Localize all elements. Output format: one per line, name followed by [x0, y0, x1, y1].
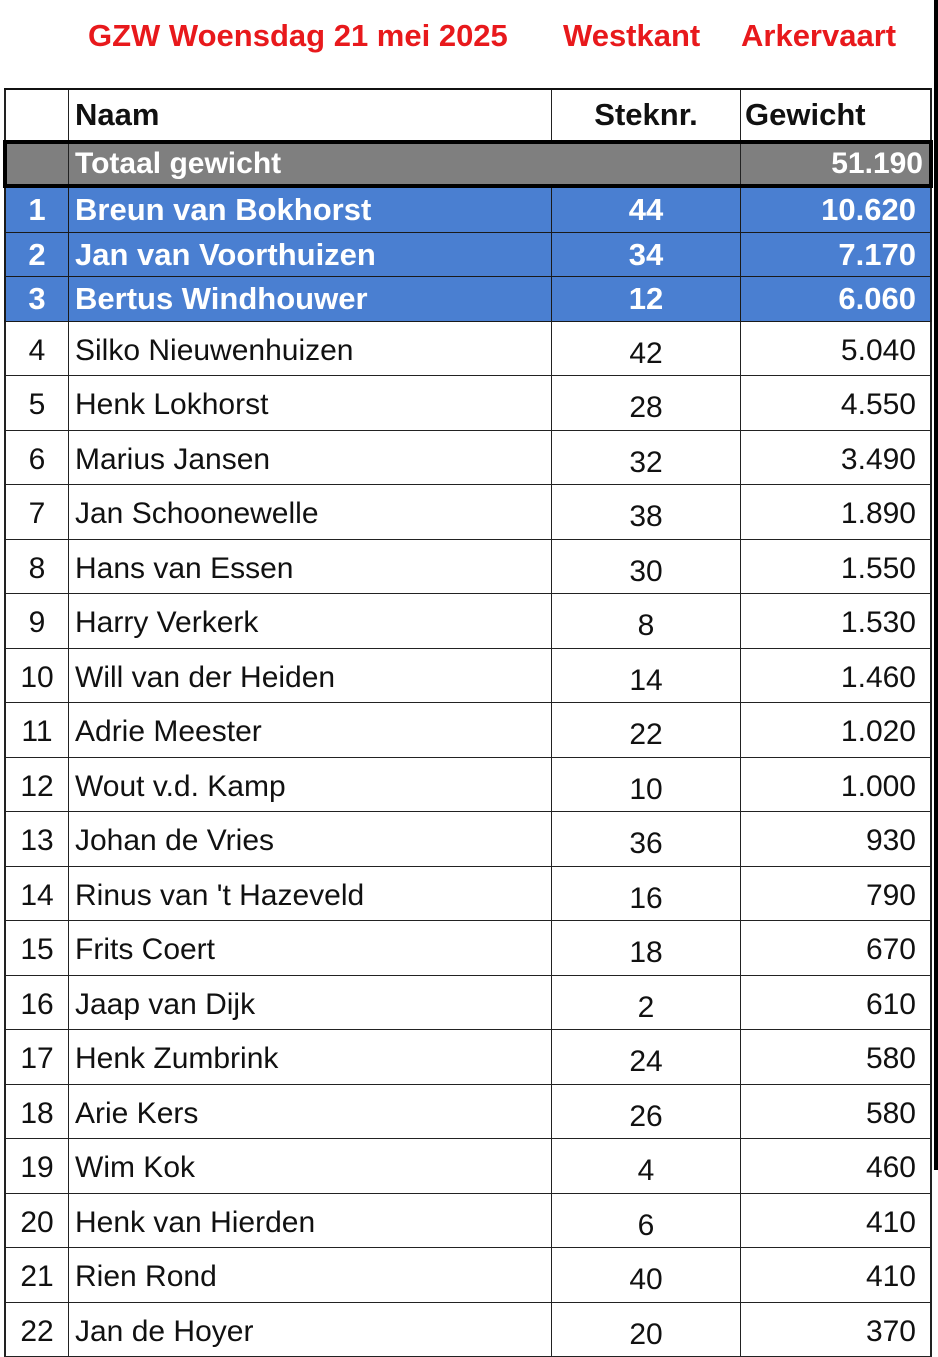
table-row: [5, 757, 931, 812]
row-stek: 22: [552, 703, 741, 758]
row-stek: 24: [552, 1030, 741, 1085]
row-rank: 5: [5, 376, 69, 431]
table-row: [5, 866, 931, 921]
row-rank: 18: [5, 1084, 69, 1139]
total-stek-cell: [552, 142, 741, 186]
row-name: Arie Kers: [69, 1084, 552, 1139]
table-row: [5, 648, 931, 703]
row-rank: 2: [5, 232, 69, 277]
row-name: Jaap van Dijk: [69, 975, 552, 1030]
row-rank: 14: [5, 866, 69, 921]
header-name: Naam: [69, 89, 552, 142]
row-weight: 1.020: [741, 703, 932, 758]
row-rank: 3: [5, 277, 69, 322]
table-row: [5, 1302, 931, 1357]
row-name: Breun van Bokhorst: [69, 186, 552, 232]
row-name: Adrie Meester: [69, 703, 552, 758]
row-name: Will van der Heiden: [69, 648, 552, 703]
table-header: [5, 89, 931, 142]
row-stek: 20: [552, 1302, 741, 1357]
header-stek: Steknr.: [552, 89, 741, 142]
row-name: Silko Nieuwenhuizen: [69, 321, 552, 376]
row-rank: 15: [5, 921, 69, 976]
row-stek: 34: [552, 232, 741, 277]
row-stek: 42: [552, 321, 741, 376]
table-row: [5, 975, 931, 1030]
row-stek: 12: [552, 277, 741, 322]
row-stek: 10: [552, 757, 741, 812]
row-name: Jan Schoonewelle: [69, 485, 552, 540]
row-rank: 19: [5, 1139, 69, 1194]
table-row: [5, 812, 931, 867]
row-weight: 580: [741, 1084, 932, 1139]
row-weight: 6.060: [741, 277, 932, 322]
table-row: [5, 1193, 931, 1248]
row-weight: 5.040: [741, 321, 932, 376]
row-weight: 410: [741, 1248, 932, 1303]
row-name: Johan de Vries: [69, 812, 552, 867]
row-name: Henk van Hierden: [69, 1193, 552, 1248]
row-stek: 30: [552, 539, 741, 594]
header-weight: Gewicht: [741, 89, 932, 142]
row-name: Harry Verkerk: [69, 594, 552, 649]
table-row: [5, 277, 931, 322]
row-stek: 28: [552, 376, 741, 431]
row-weight: 580: [741, 1030, 932, 1085]
row-name: Jan van Voorthuizen: [69, 232, 552, 277]
title-event: GZW Woensdag 21 mei 2025: [88, 18, 508, 53]
row-rank: 13: [5, 812, 69, 867]
row-weight: 1.890: [741, 485, 932, 540]
row-weight: 7.170: [741, 232, 932, 277]
row-weight: 10.620: [741, 186, 932, 232]
total-label: Totaal gewicht: [69, 142, 552, 186]
page-border: [934, 0, 938, 1170]
total-rank-cell: [5, 142, 69, 186]
row-stek: 38: [552, 485, 741, 540]
table-row: [5, 321, 931, 376]
row-name: Rien Rond: [69, 1248, 552, 1303]
table-row: [5, 430, 931, 485]
row-rank: 11: [5, 703, 69, 758]
row-rank: 8: [5, 539, 69, 594]
row-rank: 20: [5, 1193, 69, 1248]
header-rank: [5, 89, 69, 142]
row-name: Rinus van 't Hazeveld: [69, 866, 552, 921]
results-table: [3, 88, 933, 1357]
row-rank: 12: [5, 757, 69, 812]
table-row: [5, 186, 931, 232]
row-stek: 6: [552, 1193, 741, 1248]
row-rank: 7: [5, 485, 69, 540]
row-stek: 14: [552, 648, 741, 703]
row-name: Marius Jansen: [69, 430, 552, 485]
row-weight: 410: [741, 1193, 932, 1248]
row-weight: 1.460: [741, 648, 932, 703]
row-rank: 6: [5, 430, 69, 485]
row-rank: 21: [5, 1248, 69, 1303]
row-name: Henk Lokhorst: [69, 376, 552, 431]
row-rank: 22: [5, 1302, 69, 1357]
row-stek: 18: [552, 921, 741, 976]
row-name: Wim Kok: [69, 1139, 552, 1194]
row-weight: 610: [741, 975, 932, 1030]
total-value: 51.190: [741, 142, 932, 186]
table-row: [5, 921, 931, 976]
title-side: Westkant: [563, 18, 701, 53]
row-weight: 4.550: [741, 376, 932, 431]
row-stek: 36: [552, 812, 741, 867]
row-weight: 790: [741, 866, 932, 921]
row-weight: 370: [741, 1302, 932, 1357]
table-row: [5, 485, 931, 540]
row-rank: 9: [5, 594, 69, 649]
row-name: Jan de Hoyer: [69, 1302, 552, 1357]
table-row: [5, 1030, 931, 1085]
row-stek: 16: [552, 866, 741, 921]
row-stek: 40: [552, 1248, 741, 1303]
row-stek: 2: [552, 975, 741, 1030]
row-name: Bertus Windhouwer: [69, 277, 552, 322]
total-row: [5, 142, 931, 186]
row-stek: 8: [552, 594, 741, 649]
row-stek: 26: [552, 1084, 741, 1139]
row-weight: 930: [741, 812, 932, 867]
row-stek: 44: [552, 186, 741, 232]
row-name: Hans van Essen: [69, 539, 552, 594]
row-name: Wout v.d. Kamp: [69, 757, 552, 812]
row-name: Frits Coert: [69, 921, 552, 976]
table-row: [5, 594, 931, 649]
table-row: [5, 232, 931, 277]
row-stek: 32: [552, 430, 741, 485]
row-rank: 1: [5, 186, 69, 232]
table-row: [5, 1139, 931, 1194]
page-title: [0, 14, 938, 58]
row-name: Henk Zumbrink: [69, 1030, 552, 1085]
row-weight: 1.530: [741, 594, 932, 649]
row-weight: 670: [741, 921, 932, 976]
row-weight: 1.000: [741, 757, 932, 812]
row-weight: 460: [741, 1139, 932, 1194]
row-rank: 10: [5, 648, 69, 703]
row-weight: 1.550: [741, 539, 932, 594]
table-row: [5, 1248, 931, 1303]
row-weight: 3.490: [741, 430, 932, 485]
row-rank: 17: [5, 1030, 69, 1085]
table-row: [5, 376, 931, 431]
row-rank: 4: [5, 321, 69, 376]
table-row: [5, 1084, 931, 1139]
row-stek: 4: [552, 1139, 741, 1194]
row-rank: 16: [5, 975, 69, 1030]
table-row: [5, 539, 931, 594]
title-location: Arkervaart: [741, 18, 897, 53]
table-row: [5, 703, 931, 758]
